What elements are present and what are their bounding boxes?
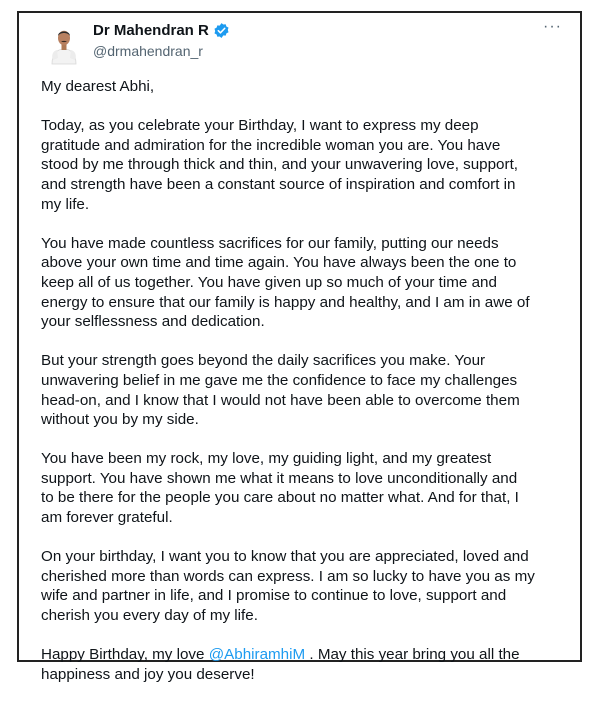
- tweet-text: [41, 77, 571, 704]
- more-options-icon[interactable]: ···: [543, 18, 562, 35]
- tweet-paragraph: Today, as you celebrate your Birthday, I want to express my deep gratitude and admiration for the incredible woman you are. You have stood by me through thick and thin, and your unwavering love, support, and strength have been a constant source of inspiration and comfort in my life.: [41, 117, 519, 213]
- closing-prefix: Happy Birthday, my love: [41, 646, 209, 664]
- tweet-greeting: My dearest Abhi,: [41, 78, 155, 95]
- closing-suffix: . May this year bring you all the happiness and joy you deserve!: [41, 646, 520, 683]
- tweet-paragraph: You have been my rock, my love, my guiding light, and my greatest support. You have shown me what it means to love unconditionally and to be there for the people you care about no matter what. And for that, I am forever grateful.: [41, 450, 519, 527]
- tweet-closing: [41, 645, 571, 684]
- author-handle[interactable]: @drmahendran_r: [93, 43, 203, 59]
- author-display-name[interactable]: Dr Mahendran R: [93, 22, 209, 39]
- tweet-paragraph: On your birthday, I want you to know that you are appreciated, loved and cherished more than words can express. I am so lucky to have you as my wife and partner in life, and I promise to continue to love, support and cherish you every day of my life.: [41, 548, 535, 625]
- tweet-paragraph: But your strength goes beyond the daily sacrifices you make. Your unwavering belief in me gave me the confidence to face my challenges head-on, and I know that I would not have been able to overcome them without you by my side.: [41, 352, 520, 429]
- verified-badge-icon: [213, 22, 230, 39]
- author-name-row: [93, 22, 230, 39]
- tweet-header: [19, 13, 580, 73]
- tweet-paragraph: You have made countless sacrifices for our family, putting our needs above your own time and time again. You have always been the one to keep all of us together. You have given up so much of your time and energy to ensure that our family is happy and healthy, and I am in awe of your selflessness and dedication.: [41, 234, 530, 331]
- avatar[interactable]: [43, 22, 85, 64]
- tweet-card: [17, 11, 582, 683]
- profile-photo-icon: [43, 22, 85, 64]
- mention-link[interactable]: @AbhiramhiM: [208, 646, 306, 664]
